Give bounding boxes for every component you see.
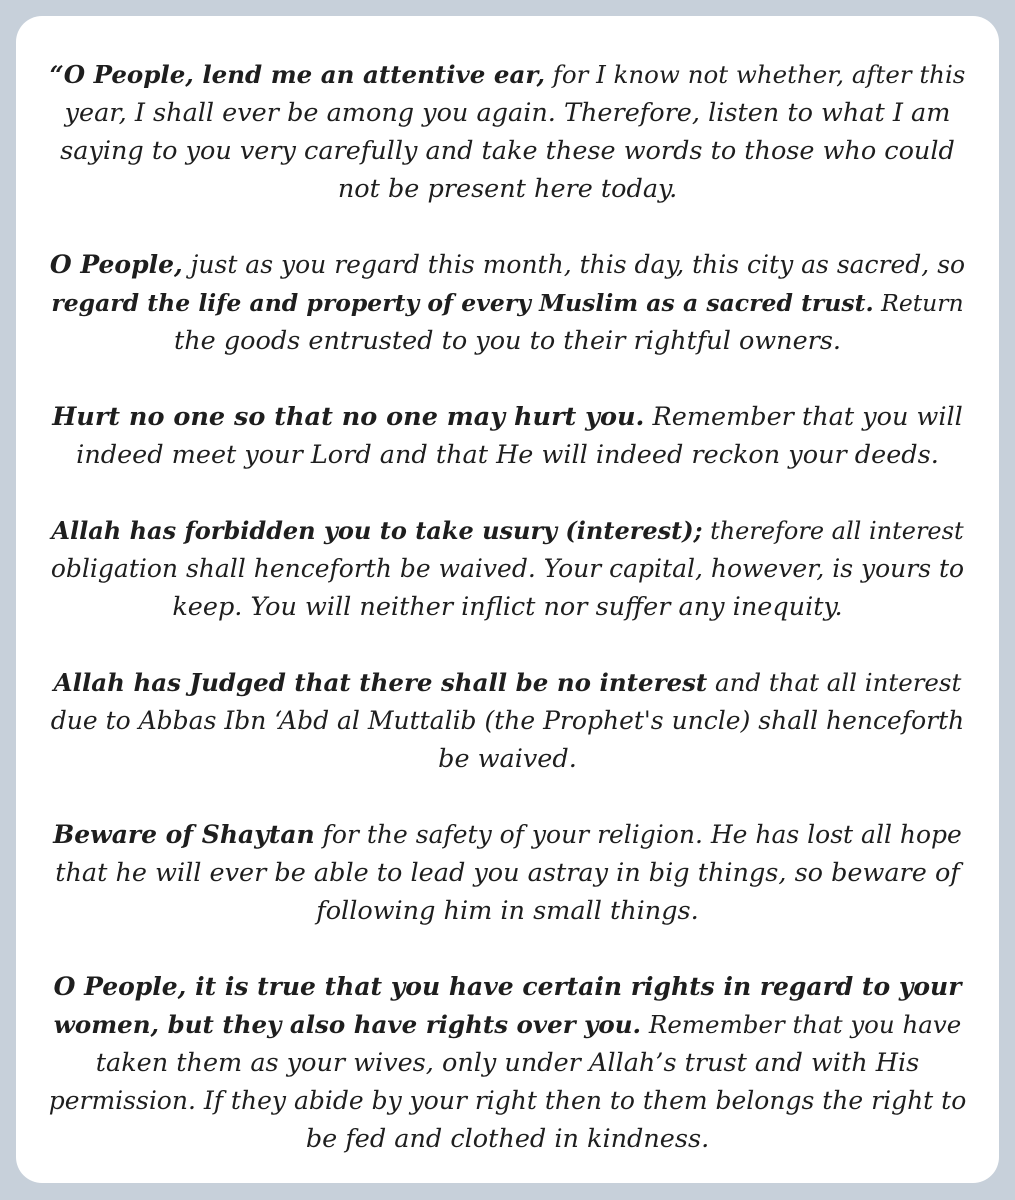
bold-text: O People, <box>49 250 183 279</box>
text-line <box>46 816 969 854</box>
text-line <box>46 550 969 588</box>
body-text: permission. If they abide by your right then to them belongs the right to <box>48 1086 967 1115</box>
text-line <box>46 284 969 322</box>
bold-text: “O People, lend me an attentive ear, <box>49 60 545 89</box>
body-text: therefore all interest <box>702 517 964 545</box>
text-line <box>46 322 969 360</box>
text-line <box>46 588 969 626</box>
body-text: Return <box>873 289 964 317</box>
text-line <box>46 664 969 702</box>
body-text: obligation shall henceforth be waived. Your capital, however, is yours to <box>50 554 965 583</box>
body-text: be waived. <box>438 744 577 774</box>
body-text: not be present here today. <box>337 174 678 204</box>
bold-text: Beware of Shaytan <box>53 820 315 849</box>
body-text: be fed and clothed in kindness. <box>305 1124 710 1154</box>
text-line <box>46 1006 969 1044</box>
body-text: that he will ever be able to lead you astray in big things, so beware of <box>55 858 960 888</box>
bold-text: Hurt no one so that no one may hurt you. <box>52 402 645 432</box>
text-line <box>46 56 969 94</box>
text-line <box>46 512 969 550</box>
body-text: year, I shall ever be among you again. Therefore, listen to what I am <box>64 98 951 128</box>
text-line <box>46 702 969 740</box>
bold-text: O People, it is true that you have certain rights in regard to your <box>53 972 962 1001</box>
paragraph-3 <box>46 398 969 474</box>
bold-text: regard the life and property of every Muslim as a sacred trust. <box>51 289 874 317</box>
body-text: taken them as your wives, only under Allah’s trust and with His <box>95 1048 920 1078</box>
body-text: Remember that you have <box>641 1010 962 1039</box>
body-text: Remember that you will <box>644 402 963 432</box>
body-text: saying to you very carefully and take these words to those who could <box>60 136 955 166</box>
body-text: for the safety of your religion. He has lost all hope <box>314 820 962 849</box>
paragraph-7 <box>46 968 969 1158</box>
text-line <box>46 94 969 132</box>
body-text: the goods entrusted to you to their rightful owners. <box>173 326 842 356</box>
paragraph-2 <box>46 246 969 360</box>
text-line <box>46 740 969 778</box>
paragraph-4 <box>46 512 969 626</box>
sermon-card <box>16 16 999 1183</box>
text-line <box>46 1044 969 1082</box>
body-text: due to Abbas Ibn ‘Abd al Muttalib (the Prophet's uncle) shall henceforth <box>50 706 965 735</box>
text-line <box>46 892 969 930</box>
body-text: following him in small things. <box>316 896 699 926</box>
text-line <box>46 1082 969 1120</box>
text-line <box>46 170 969 208</box>
bold-text: women, but they also have rights over you. <box>53 1010 642 1039</box>
body-text: for I know not whether, after this <box>544 60 966 89</box>
bold-text: Allah has Judged that there shall be no interest <box>53 668 708 697</box>
text-line <box>46 398 969 436</box>
paragraph-6 <box>46 816 969 930</box>
text-line <box>46 246 969 284</box>
text-line <box>46 968 969 1006</box>
text-line <box>46 1120 969 1158</box>
body-text: keep. You will neither inflict nor suffer any inequity. <box>172 592 843 622</box>
body-text: and that all interest <box>707 668 962 697</box>
paragraph-5 <box>46 664 969 778</box>
text-line <box>46 854 969 892</box>
body-text: just as you regard this month, this day, this city as sacred, so <box>182 250 966 279</box>
body-text: indeed meet your Lord and that He will indeed reckon your deeds. <box>76 440 939 470</box>
text-line <box>46 132 969 170</box>
text-line <box>46 436 969 474</box>
paragraph-1 <box>46 56 969 208</box>
bold-text: Allah has forbidden you to take usury (interest); <box>51 516 703 545</box>
